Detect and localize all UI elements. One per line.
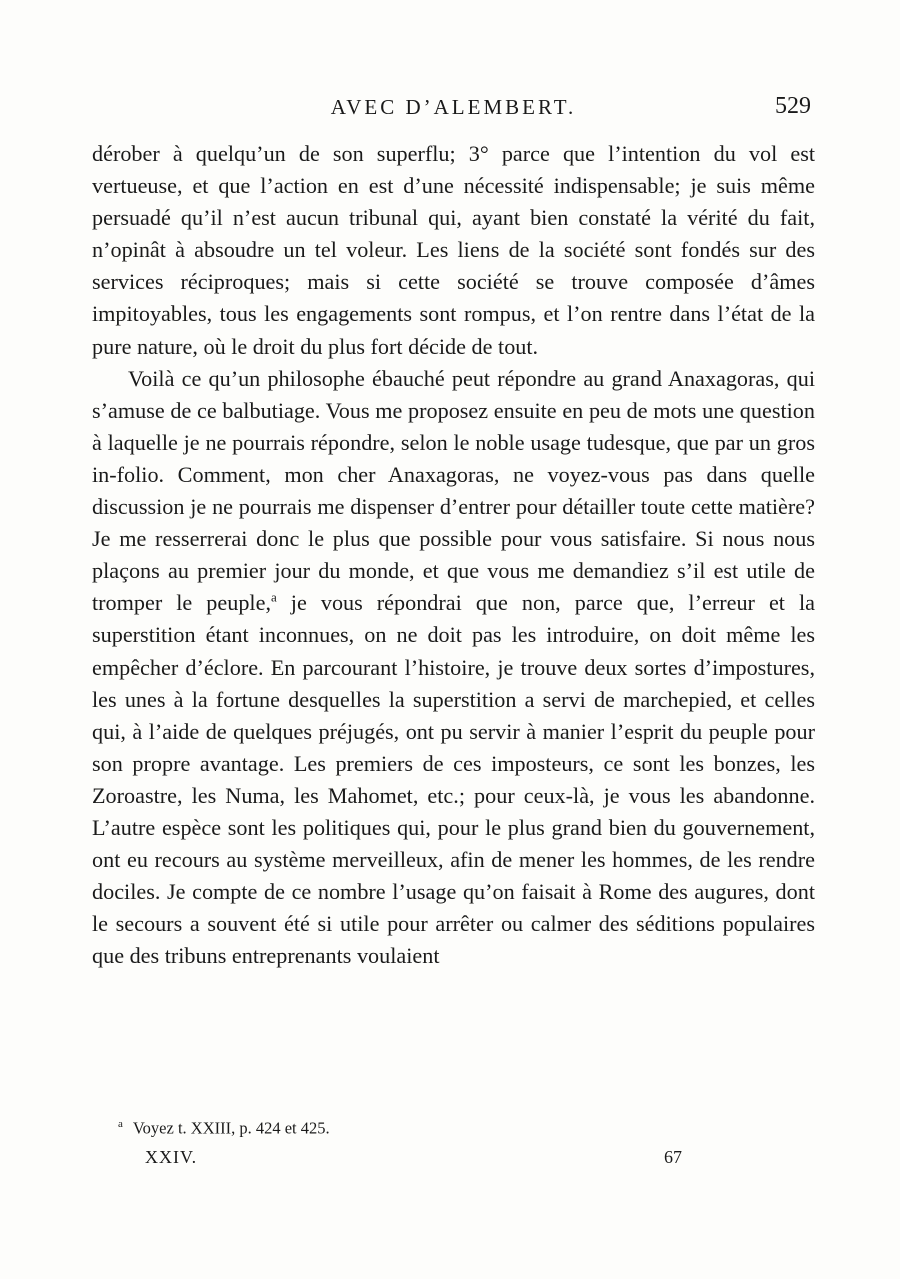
footnote-text: Voyez t. XXIII, p. 424 et 425. bbox=[132, 1118, 330, 1138]
footnote bbox=[118, 1113, 818, 1140]
running-title: AVEC D’ALEMBERT. bbox=[330, 95, 577, 119]
paragraph-2-part-2: je vous répondrai que non, parce que, l’erreur et la superstition étant inconnues, on ne doit pas les introduire, on doit même les empêcher d’éclore. En parcourant l’histoire, je trouve deux sortes d’impostures, les unes à la fortune desquelles la superstition a servi de marchepied, et celles qui, à l’aide de quelques préjugés, ont pu servir à manier l’esprit du peuple pour son propre avantage. Les premiers de ces imposteurs, ce sont les bonzes, les Zoroastre, les Numa, les Mahomet, etc.; pour ceux-là, je vous les abandonne. L’autre espèce sont les politiques qui, pour le plus grand bien du gouvernement, ont eu recours au système merveilleux, afin de mener les hommes, de les rendre dociles. Je compte de ce nombre l’usage qu’on faisait à Rome des augures, dont le secours a souvent été si utile pour arrêter ou calmer des séditions populaires que des tribuns entreprenants voulaient bbox=[92, 590, 815, 969]
footnote-marker: a bbox=[271, 589, 277, 605]
paragraph-2-part-1: Voilà ce qu’un philosophe ébauché peut répondre au grand Anaxagoras, qui s’amuse de ce balbutiage. Vous me proposez ensuite en peu de mots une question à laquelle je ne pourrais répondre, selon le noble usage tudesque, que par un gros in-folio. Comment, mon cher Anaxagoras, ne voyez-vous pas dans quelle discussion je ne pourrais me dispenser d’entrer pour détailler toute cette matière? Je me resserrerai donc le plus que possible pour vous satisfaire. Si nous nous plaçons au premier jour du monde, et que vous me demandiez s’il est utile de tromper le peuple, bbox=[92, 365, 815, 616]
footnote-label: a bbox=[118, 1118, 123, 1130]
signature-mark: XXIV. bbox=[145, 1147, 198, 1167]
running-head bbox=[92, 93, 815, 123]
body-text bbox=[92, 138, 815, 972]
paragraph-1: dérober à quelqu’un de son superflu; 3° parce que l’intention du vol est vertueuse, et que l’action en est d’une nécessité indispensable; je suis même persuadé qu’il n’est aucun tribunal qui, ayant bien constaté la vérité du fait, n’opinât à absoudre un tel voleur. Les liens de la société sont fondés sur des services réciproques; mais si cette société se trouve composée d’âmes impitoyables, tous les engagements sont rompus, et l’on rentre dans l’état de la pure nature, où le droit du plus fort décide de tout. bbox=[92, 141, 815, 359]
page-number: 529 bbox=[775, 93, 811, 119]
sheet-number: 67 bbox=[664, 1147, 682, 1167]
paragraph-2 bbox=[92, 363, 815, 973]
